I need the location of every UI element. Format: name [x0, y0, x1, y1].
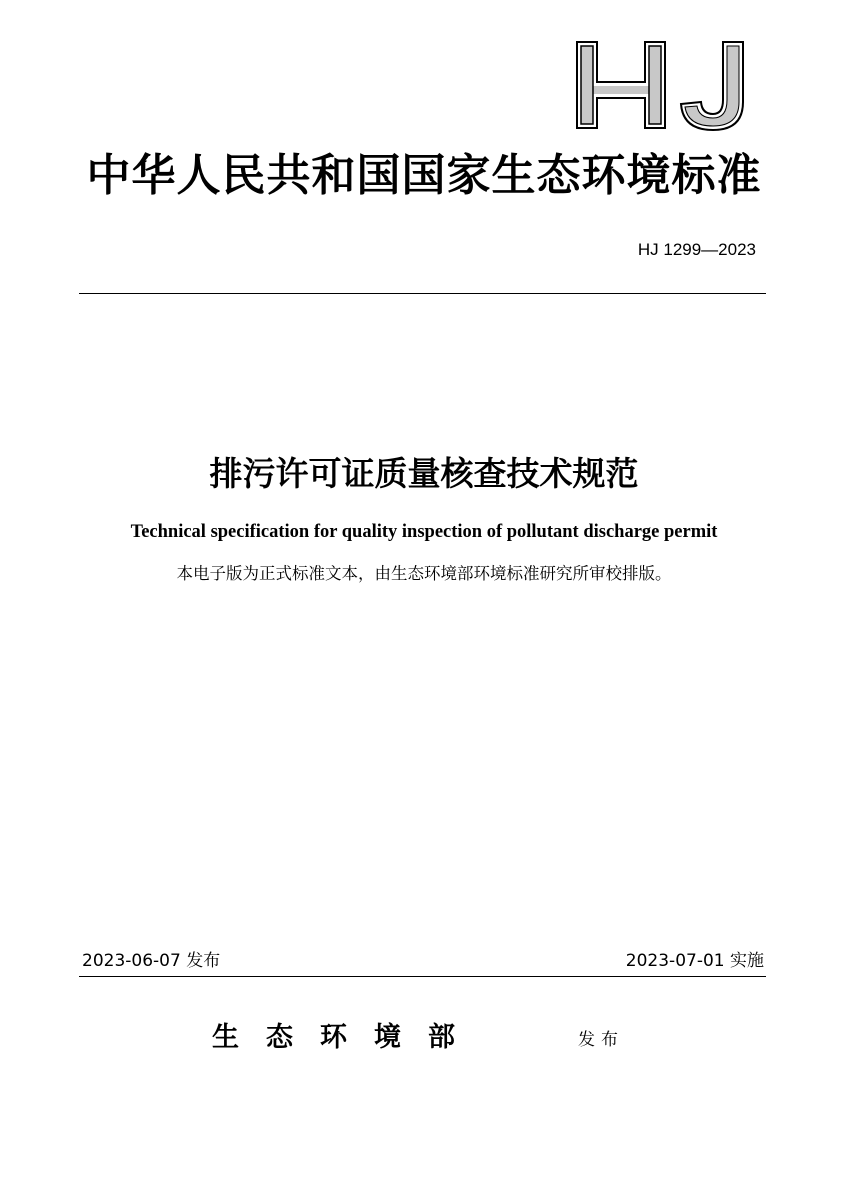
issuer-suffix: 发布 — [578, 1030, 624, 1050]
top-divider — [79, 293, 766, 294]
standard-category-title: 中华人民共和国国家生态环境标准 — [86, 150, 762, 201]
issue-date: 2023-06-07 发布 — [82, 951, 221, 971]
effective-date: 2023-07-01 实施 — [625, 951, 764, 971]
edition-note: 本电子版为正式标准文本，由生态环境部环境标准研究所审校排版。 — [176, 564, 672, 583]
hj-logo — [565, 30, 755, 140]
standard-number: HJ 1299—2023 — [637, 240, 756, 259]
document-title-cn: 排污许可证质量核查技术规范 — [209, 454, 639, 493]
issuer-name: 生态环境部 — [212, 1022, 482, 1053]
bottom-divider — [79, 976, 766, 977]
hj-logo-icon — [565, 30, 755, 140]
document-title-en: Technical specification for quality inspection of pollutant discharge permit — [130, 522, 718, 542]
